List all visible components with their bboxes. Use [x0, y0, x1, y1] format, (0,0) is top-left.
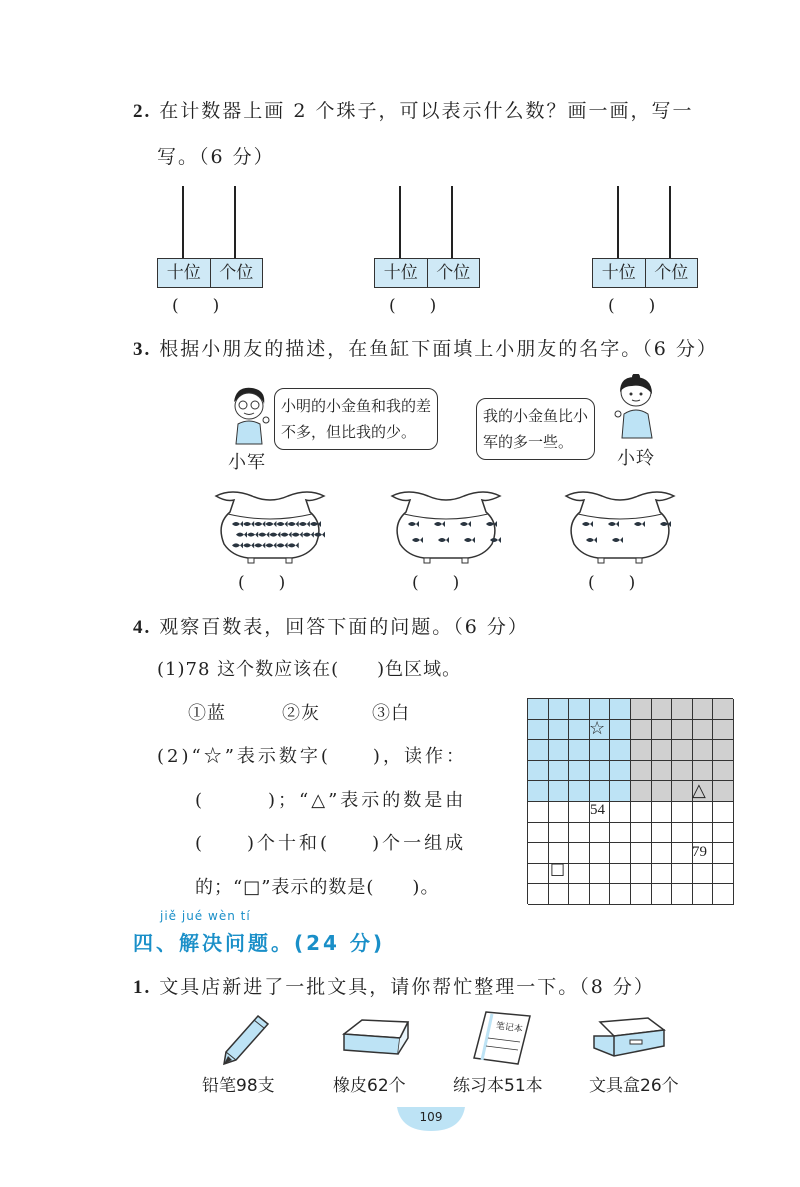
- grid-cell: [693, 823, 714, 844]
- grid-cell: [652, 864, 673, 885]
- hundred-chart: [527, 698, 733, 904]
- grid-cell: [631, 802, 652, 823]
- grid-cell: [528, 884, 549, 905]
- grid-cell: [549, 802, 570, 823]
- grid-cell: [528, 761, 549, 782]
- item-pencil-case: 文具盒26个: [589, 1076, 679, 1096]
- grid-cell: [631, 699, 652, 720]
- grid-cell: [672, 864, 693, 885]
- q4-option-2[interactable]: ②灰: [282, 703, 320, 724]
- grid-cell: [610, 802, 631, 823]
- grid-cell: [528, 720, 549, 741]
- grid-cell: [569, 781, 590, 802]
- grid-cell: [610, 884, 631, 905]
- pencil-icon: [218, 1010, 274, 1066]
- abacus-rod-ones: [234, 186, 236, 258]
- grid-cell: [528, 823, 549, 844]
- fish-tank-1: [212, 486, 328, 566]
- grid-cell: [549, 761, 570, 782]
- grid-cell: [610, 864, 631, 885]
- abacus-rod-tens: [617, 186, 619, 258]
- grid-cell: [631, 843, 652, 864]
- q4-sub2-line2: ( )；“△”表示的数是由: [195, 790, 467, 811]
- tank-3-answer[interactable]: ( ): [588, 573, 636, 593]
- grid-cell: [610, 761, 631, 782]
- q2-line2: 写。（6 分）: [157, 146, 275, 168]
- grid-cell: [713, 781, 734, 802]
- fish-tank-2: [388, 486, 504, 566]
- grid-cell: [652, 740, 673, 761]
- abacus-place-labels: [592, 258, 698, 288]
- grid-cell: [713, 802, 734, 823]
- item-pencil: 铅笔98支: [202, 1076, 275, 1096]
- grid-cell: [528, 781, 549, 802]
- grid-cell: [610, 823, 631, 844]
- grid-cell: [569, 761, 590, 782]
- girl-speech-line2: 军的多一些。: [483, 433, 574, 451]
- abacus-3[interactable]: [592, 186, 698, 306]
- grid-cell: [672, 843, 693, 864]
- grid-cell: [549, 699, 570, 720]
- tens-label: 十位: [593, 259, 646, 287]
- grid-cell: [713, 864, 734, 885]
- grid-cell: [590, 843, 611, 864]
- page-footer: [0, 1107, 800, 1133]
- boy-illustration: [226, 384, 274, 448]
- grid-cell: [569, 864, 590, 885]
- section-pinyin: jiě jué wèn tí: [160, 909, 251, 923]
- grid-cell: [549, 720, 570, 741]
- item-exercise-book: 练习本51本: [453, 1076, 543, 1096]
- girl-speech-line1: 我的小金鱼比小: [483, 407, 589, 425]
- grid-cell: [590, 761, 611, 782]
- grid-cell: [590, 699, 611, 720]
- notebook-icon: [470, 1008, 534, 1066]
- abacus-place-labels: [157, 258, 263, 288]
- fish-tank-3: [562, 486, 678, 566]
- ones-label: 个位: [436, 263, 471, 283]
- q3-text: 3. 根据小朋友的描述，在鱼缸下面填上小朋友的名字。（6 分）: [133, 338, 718, 360]
- grid-cell: [713, 699, 734, 720]
- grid-cell: [590, 740, 611, 761]
- abacus-rod-tens: [399, 186, 401, 258]
- grid-cell: [569, 740, 590, 761]
- q4-sub2-line4: 的；“□”表示的数是( )。: [195, 877, 440, 898]
- square-icon: □: [550, 859, 566, 878]
- page-number: 109: [419, 1110, 443, 1124]
- abacus-1-answer[interactable]: ( ): [172, 296, 220, 316]
- grid-cell: [672, 720, 693, 741]
- grid-cell: [693, 740, 714, 761]
- grid-cell: [652, 802, 673, 823]
- grid-cell: [590, 884, 611, 905]
- grid-cell: [672, 740, 693, 761]
- grid-cell: [631, 781, 652, 802]
- q4-text: 4. 观察百数表，回答下面的问题。（6 分）: [133, 616, 529, 638]
- grid-cell: [713, 761, 734, 782]
- q2-line1: 2. 在计数器上画 2 个珠子，可以表示什么数？画一画，写一: [133, 100, 694, 122]
- grid-cell: [693, 884, 714, 905]
- grid-cell: [610, 699, 631, 720]
- grid-cell: [631, 864, 652, 885]
- grid-cell: [569, 843, 590, 864]
- grid-cell: [693, 864, 714, 885]
- grid-cell: [590, 823, 611, 844]
- grid-cell: [713, 843, 734, 864]
- abacus-2-answer[interactable]: ( ): [389, 296, 437, 316]
- grid-cell: [549, 884, 570, 905]
- grid-cell: [569, 823, 590, 844]
- abacus-1[interactable]: [157, 186, 263, 306]
- grid-cell: [528, 802, 549, 823]
- boy-speech-line1: 小明的小金鱼和我的差: [281, 397, 432, 415]
- grid-cell: [652, 761, 673, 782]
- grid-cell: [631, 720, 652, 741]
- boy-name: 小军: [228, 452, 266, 473]
- q4-sub2-line3: ( )个十和( )个一组成: [195, 833, 467, 854]
- grid-cell: [693, 699, 714, 720]
- grid-cell: [631, 761, 652, 782]
- grid-cell: [713, 823, 734, 844]
- section-heading: 四、解决问题。(24 分): [133, 931, 386, 955]
- q4-sub2-line1: (2)“☆”表示数字( )，读作：: [157, 746, 467, 767]
- ones-label: 个位: [219, 263, 254, 283]
- grid-cell: [652, 843, 673, 864]
- abacus-rod-ones: [451, 186, 453, 258]
- grid-cell: [713, 740, 734, 761]
- triangle-icon: △: [692, 780, 706, 801]
- grid-cell: [672, 761, 693, 782]
- grid-cell: [652, 823, 673, 844]
- grid-cell: [528, 699, 549, 720]
- boy-speech-bubble: [274, 388, 438, 450]
- grid-cell: [528, 864, 549, 885]
- grid-cell: [672, 802, 693, 823]
- grid-cell: [672, 699, 693, 720]
- boy-speech-line2: 不多，但比我的少。: [281, 423, 417, 441]
- grid-cell: [693, 720, 714, 741]
- tank-2-answer[interactable]: ( ): [412, 573, 460, 593]
- grid-cell: [693, 761, 714, 782]
- grid-cell: [631, 823, 652, 844]
- abacus-rod-ones: [669, 186, 671, 258]
- abacus-place-labels: [374, 258, 480, 288]
- grid-cell: [569, 884, 590, 905]
- grid-cell: [549, 781, 570, 802]
- grid-cell: [652, 884, 673, 905]
- girl-speech-bubble: [476, 398, 595, 460]
- abacus-3-answer[interactable]: ( ): [608, 296, 656, 316]
- grid-cell: [672, 781, 693, 802]
- girl-illustration: [610, 374, 660, 442]
- tens-label: 十位: [158, 259, 211, 287]
- grid-number-54: 54: [590, 802, 605, 818]
- grid-cell: [672, 884, 693, 905]
- pencil-case-icon: [590, 1016, 670, 1062]
- item-eraser: 橡皮62个: [333, 1076, 406, 1096]
- grid-cell: [590, 864, 611, 885]
- grid-cell: [631, 884, 652, 905]
- grid-cell: [610, 781, 631, 802]
- star-icon: ☆: [589, 718, 606, 739]
- grid-cell: [652, 781, 673, 802]
- grid-cell: [693, 802, 714, 823]
- tank-1-answer[interactable]: ( ): [238, 573, 286, 593]
- grid-cell: [569, 720, 590, 741]
- grid-cell: [652, 720, 673, 741]
- grid-cell: [713, 720, 734, 741]
- grid-cell: [610, 740, 631, 761]
- tens-label: 十位: [375, 259, 428, 287]
- eraser-icon: [340, 1016, 412, 1058]
- grid-cell: [569, 802, 590, 823]
- grid-cell: [672, 823, 693, 844]
- grid-number-79: 79: [692, 844, 707, 860]
- grid-cell: [528, 843, 549, 864]
- abacus-rod-tens: [182, 186, 184, 258]
- grid-cell: [610, 843, 631, 864]
- abacus-2[interactable]: [374, 186, 480, 306]
- grid-cell: [528, 740, 549, 761]
- notebook-label: 笔记本: [495, 1021, 524, 1036]
- grid-cell: [569, 699, 590, 720]
- grid-cell: [590, 781, 611, 802]
- grid-cell: [610, 720, 631, 741]
- q4-option-1[interactable]: ①蓝: [188, 703, 226, 724]
- grid-cell: [549, 740, 570, 761]
- q4-sub1: (1)78 这个数应该在( )色区域。: [157, 659, 462, 680]
- grid-cell: [652, 699, 673, 720]
- grid-cell: [631, 740, 652, 761]
- ones-label: 个位: [654, 263, 689, 283]
- girl-name: 小玲: [617, 448, 655, 469]
- p1-text: 1. 文具店新进了一批文具，请你帮忙整理一下。（8 分）: [133, 976, 655, 998]
- grid-cell: [713, 884, 734, 905]
- grid-cell: [549, 823, 570, 844]
- q4-option-3[interactable]: ③白: [372, 703, 410, 724]
